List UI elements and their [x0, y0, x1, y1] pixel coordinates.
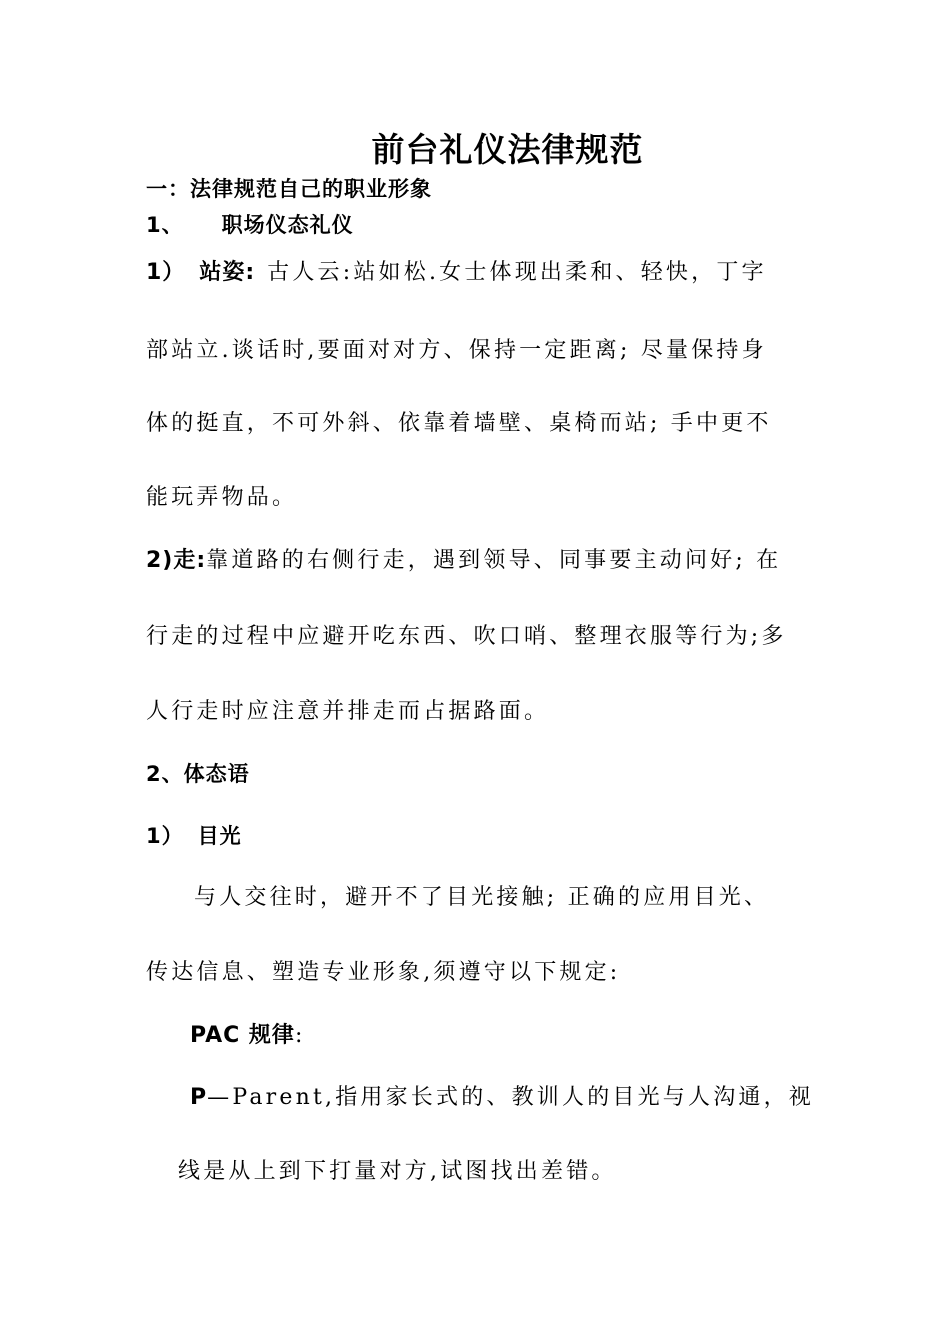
subsection-number: 1、	[146, 213, 184, 237]
standing-paragraph-line-3: 体的挺直，不可外斜、依靠着墙壁、桌椅而站; 手中更不	[146, 411, 772, 436]
standing-paragraph-line-1	[146, 258, 811, 288]
walking-paragraph-line-1	[146, 546, 811, 576]
walking-paragraph-line-2: 行走的过程中应避开吃东西、吹口哨、整理衣服等行为;多	[146, 624, 787, 649]
eyes-number: 1）	[146, 824, 184, 848]
standing-text-1: 古人云:站如松.女士体现出柔和、轻快，丁字	[267, 260, 767, 285]
pac-colon: :	[294, 1023, 306, 1048]
subsection-heading-2: 2、体态语	[146, 762, 250, 786]
pac-p-line-2: 线是从上到下打量对方,试图找出差错。	[178, 1159, 617, 1184]
section-heading: 一：法律规范自己的职业形象	[146, 177, 432, 201]
pac-p-text-1: —Parent,指用家长式的、教训人的目光与人沟通，视	[207, 1085, 814, 1110]
walking-label: 2)走:	[146, 548, 207, 573]
walking-text-1: 靠道路的右侧行走，遇到领导、同事要主动问好; 在	[206, 548, 782, 573]
eyes-paragraph-line-2: 传达信息、塑造专业形象,须遵守以下规定:	[146, 960, 621, 985]
standing-paragraph-line-4: 能玩弄物品。	[146, 485, 298, 510]
standing-number: 1）	[146, 260, 186, 285]
standing-paragraph-line-2: 部站立.谈话时,要面对对方、保持一定距离; 尽量保持身	[146, 338, 767, 363]
eyes-label: 目光	[197, 824, 242, 848]
standing-label: 站姿:	[199, 260, 256, 285]
document-title: 前台礼仪法律规范	[371, 130, 644, 169]
eyes-paragraph-line-1: 与人交往时，避开不了目光接触; 正确的应用目光、	[194, 885, 770, 910]
pac-heading	[190, 1021, 810, 1051]
pac-p-line-1	[190, 1083, 814, 1113]
walking-paragraph-line-3: 人行走时应注意并排走而占据路面。	[146, 699, 550, 724]
pac-p-letter: P	[190, 1085, 208, 1110]
pac-label: PAC 规律	[190, 1023, 295, 1048]
subsection-label: 职场仪态礼仪	[221, 213, 354, 237]
subsection-heading-1	[146, 210, 811, 240]
eyes-heading	[146, 821, 811, 851]
